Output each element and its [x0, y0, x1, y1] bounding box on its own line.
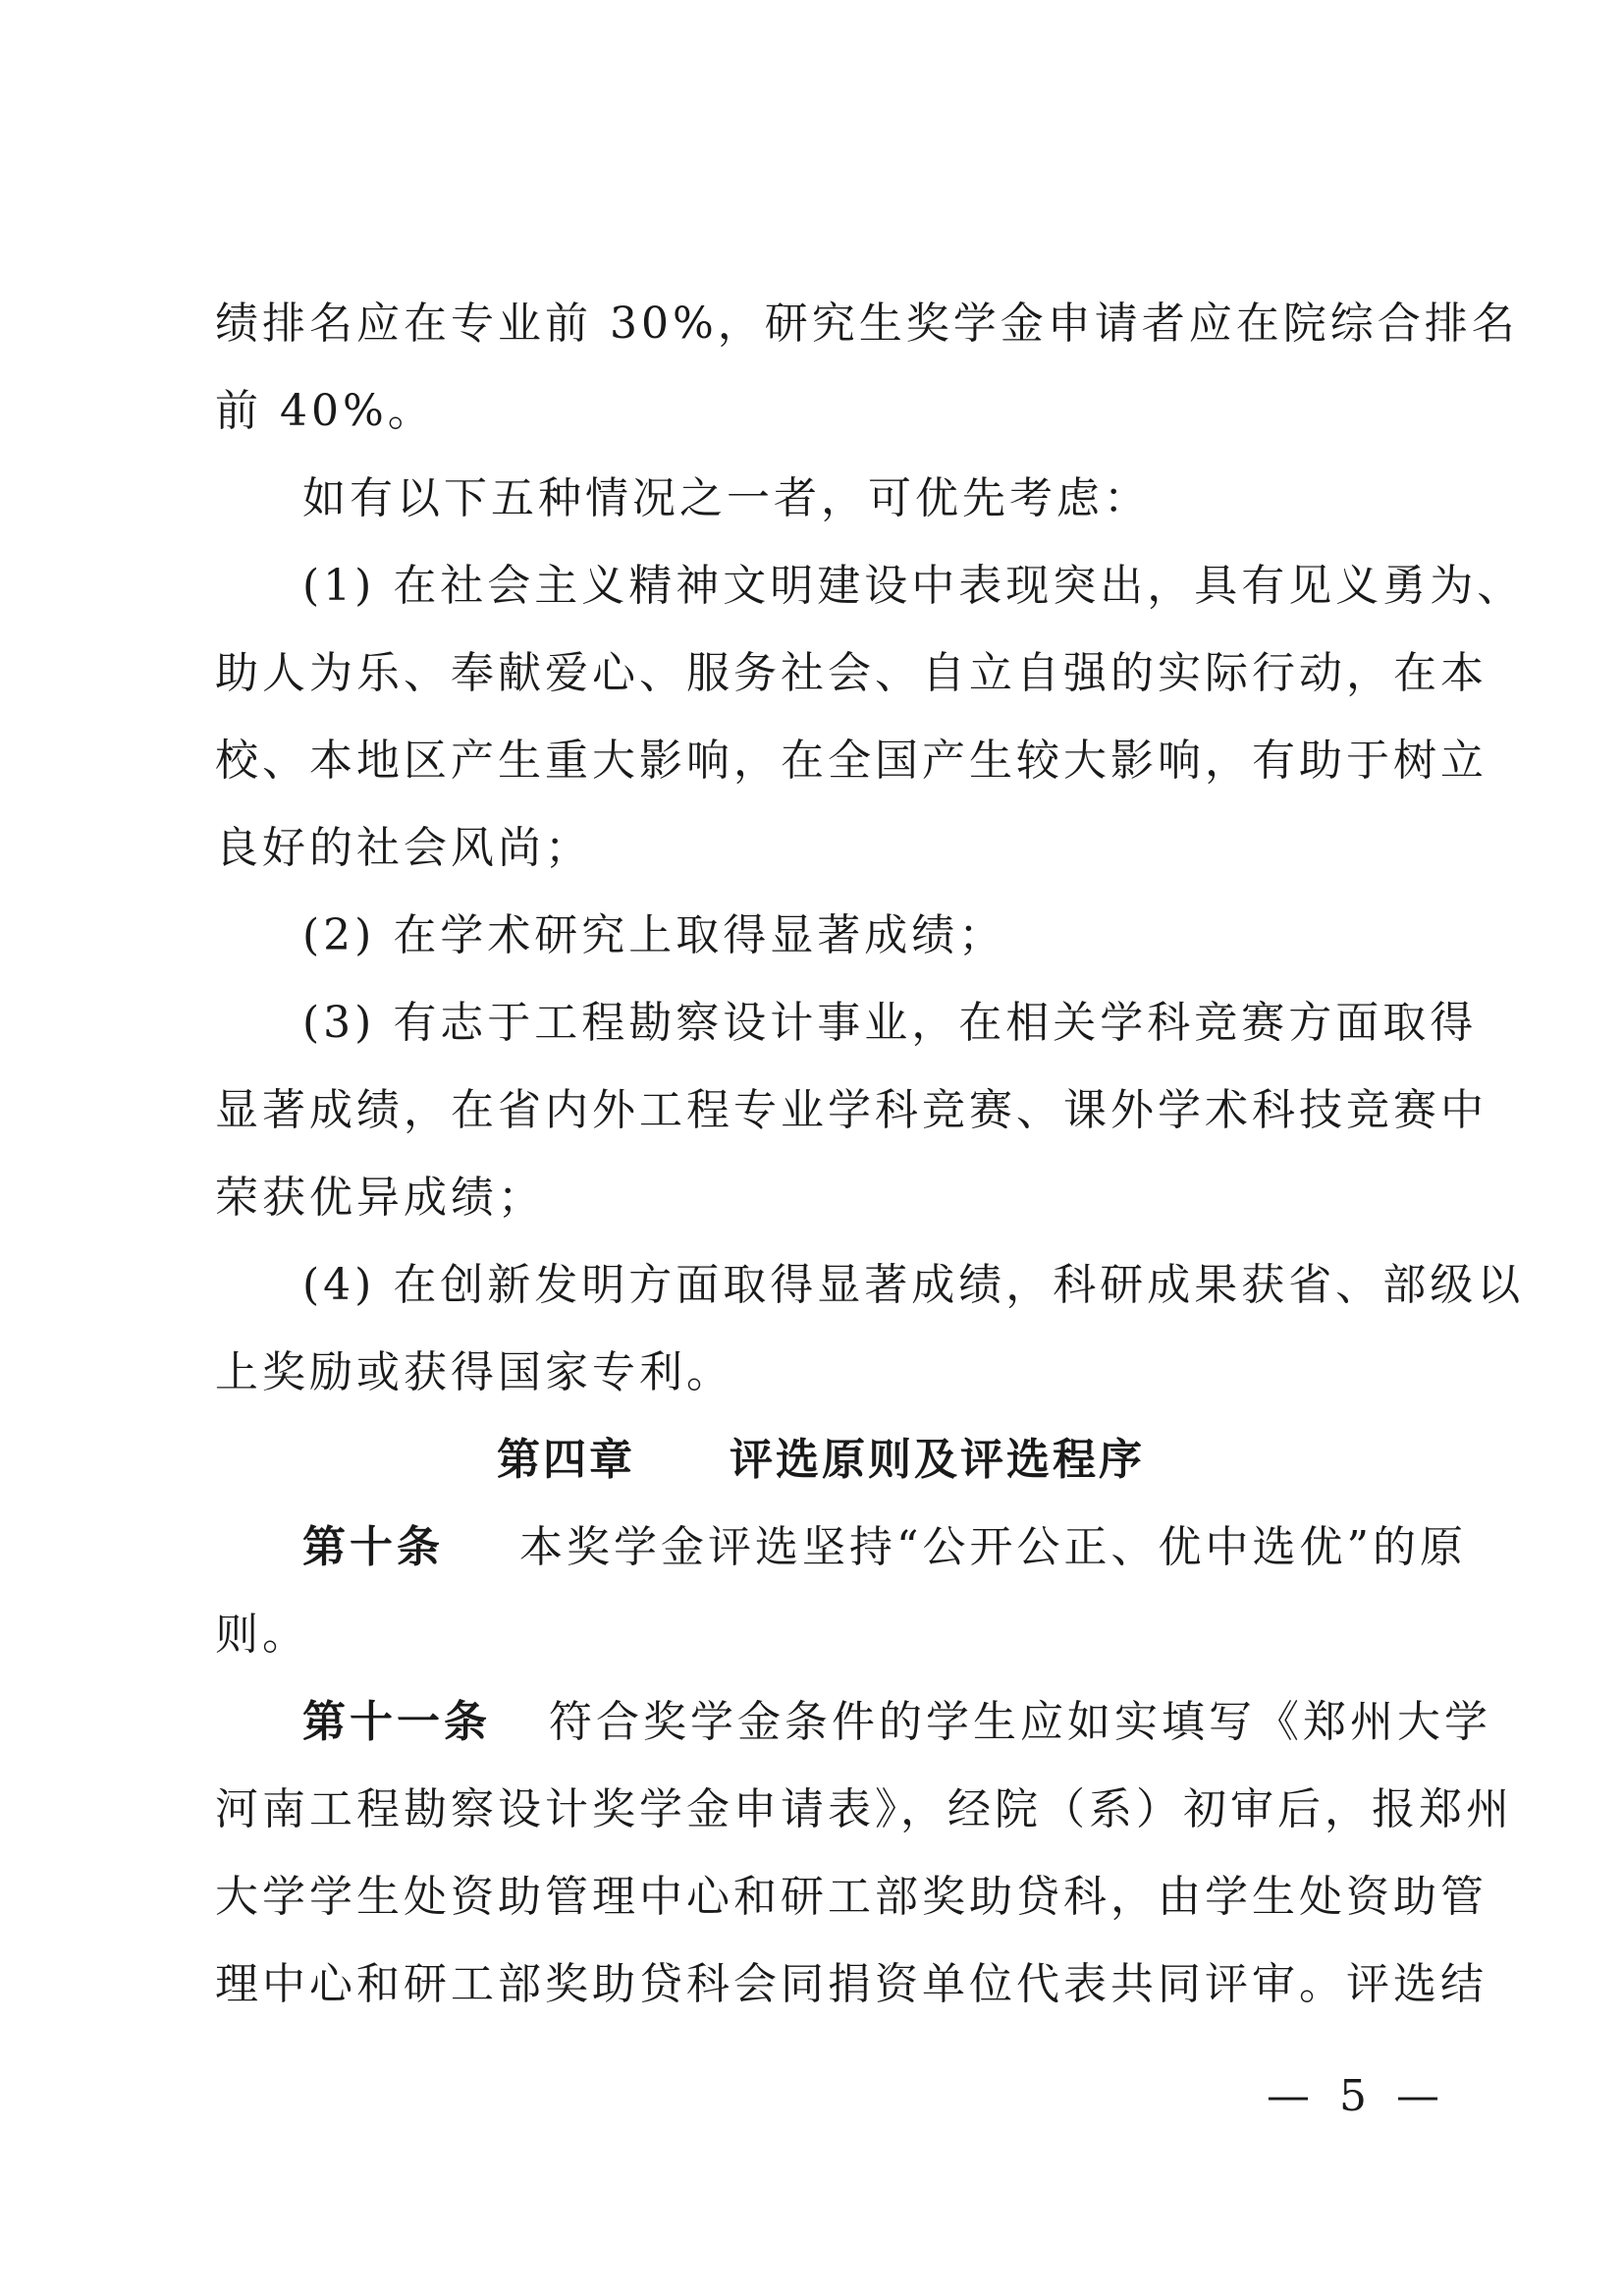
body-line-5: 助人为乐、奉献爱心、服务社会、自立自强的实际行动，在本: [215, 648, 1488, 698]
body-line-11: 荣获优异成绩；: [215, 1173, 545, 1223]
article-11-label: 第十一条: [302, 1697, 491, 1747]
body-line-4: (1) 在社会主义精神文明建设中表现突出，具有见义勇为、: [302, 561, 1525, 611]
body-line-1: 绩排名应在专业前 30%，研究生奖学金申请者应在院综合排名: [215, 299, 1519, 349]
body-line-8: (2) 在学术研究上取得显著成绩；: [302, 910, 1006, 960]
article-10-text: 本奖学金评选坚持“公开公正、优中选优”的原: [519, 1522, 1467, 1572]
article-10-label: 第十条: [302, 1522, 444, 1572]
body-line-2: 前 40%。: [215, 386, 435, 436]
body-line-9: (3) 有志于工程勘察设计事业，在相关学科竞赛方面取得: [302, 998, 1478, 1048]
chapter-title: 评选原则及评选程序: [730, 1435, 1145, 1485]
body-line-13: 上奖励或获得国家专利。: [215, 1347, 733, 1397]
article-10-line-2: 则。: [215, 1610, 309, 1660]
article-11-text: 符合奖学金条件的学生应如实填写《郑州大学: [549, 1697, 1491, 1747]
article-11-line-1: [302, 1693, 1491, 1752]
body-line-6: 校、本地区产生重大影响，在全国产生较大影响，有助于树立: [215, 736, 1488, 786]
article-10-line-1: [302, 1518, 1467, 1577]
article-11-line-3: 大学学生处资助管理中心和研工部奖助贷科，由学生处资助管: [215, 1872, 1488, 1922]
chapter-heading: [497, 1431, 1145, 1490]
body-line-12: (4) 在创新发明方面取得显著成绩，科研成果获省、部级以: [302, 1260, 1525, 1310]
body-line-3: 如有以下五种情况之一者，可优先考虑：: [302, 473, 1151, 523]
body-line-7: 良好的社会风尚；: [215, 823, 592, 873]
article-11-line-4: 理中心和研工部奖助贷科会同捐资单位代表共同评审。评选结: [215, 1959, 1488, 2009]
article-11-line-2: 河南工程勘察设计奖学金申请表》，经院（系）初审后，报郑州: [215, 1784, 1513, 1834]
body-line-10: 显著成绩，在省内外工程专业学科竞赛、课外学术科技竞赛中: [215, 1085, 1488, 1135]
page-number: — 5 —: [1267, 2071, 1447, 2121]
chapter-number: 第四章: [497, 1435, 635, 1485]
